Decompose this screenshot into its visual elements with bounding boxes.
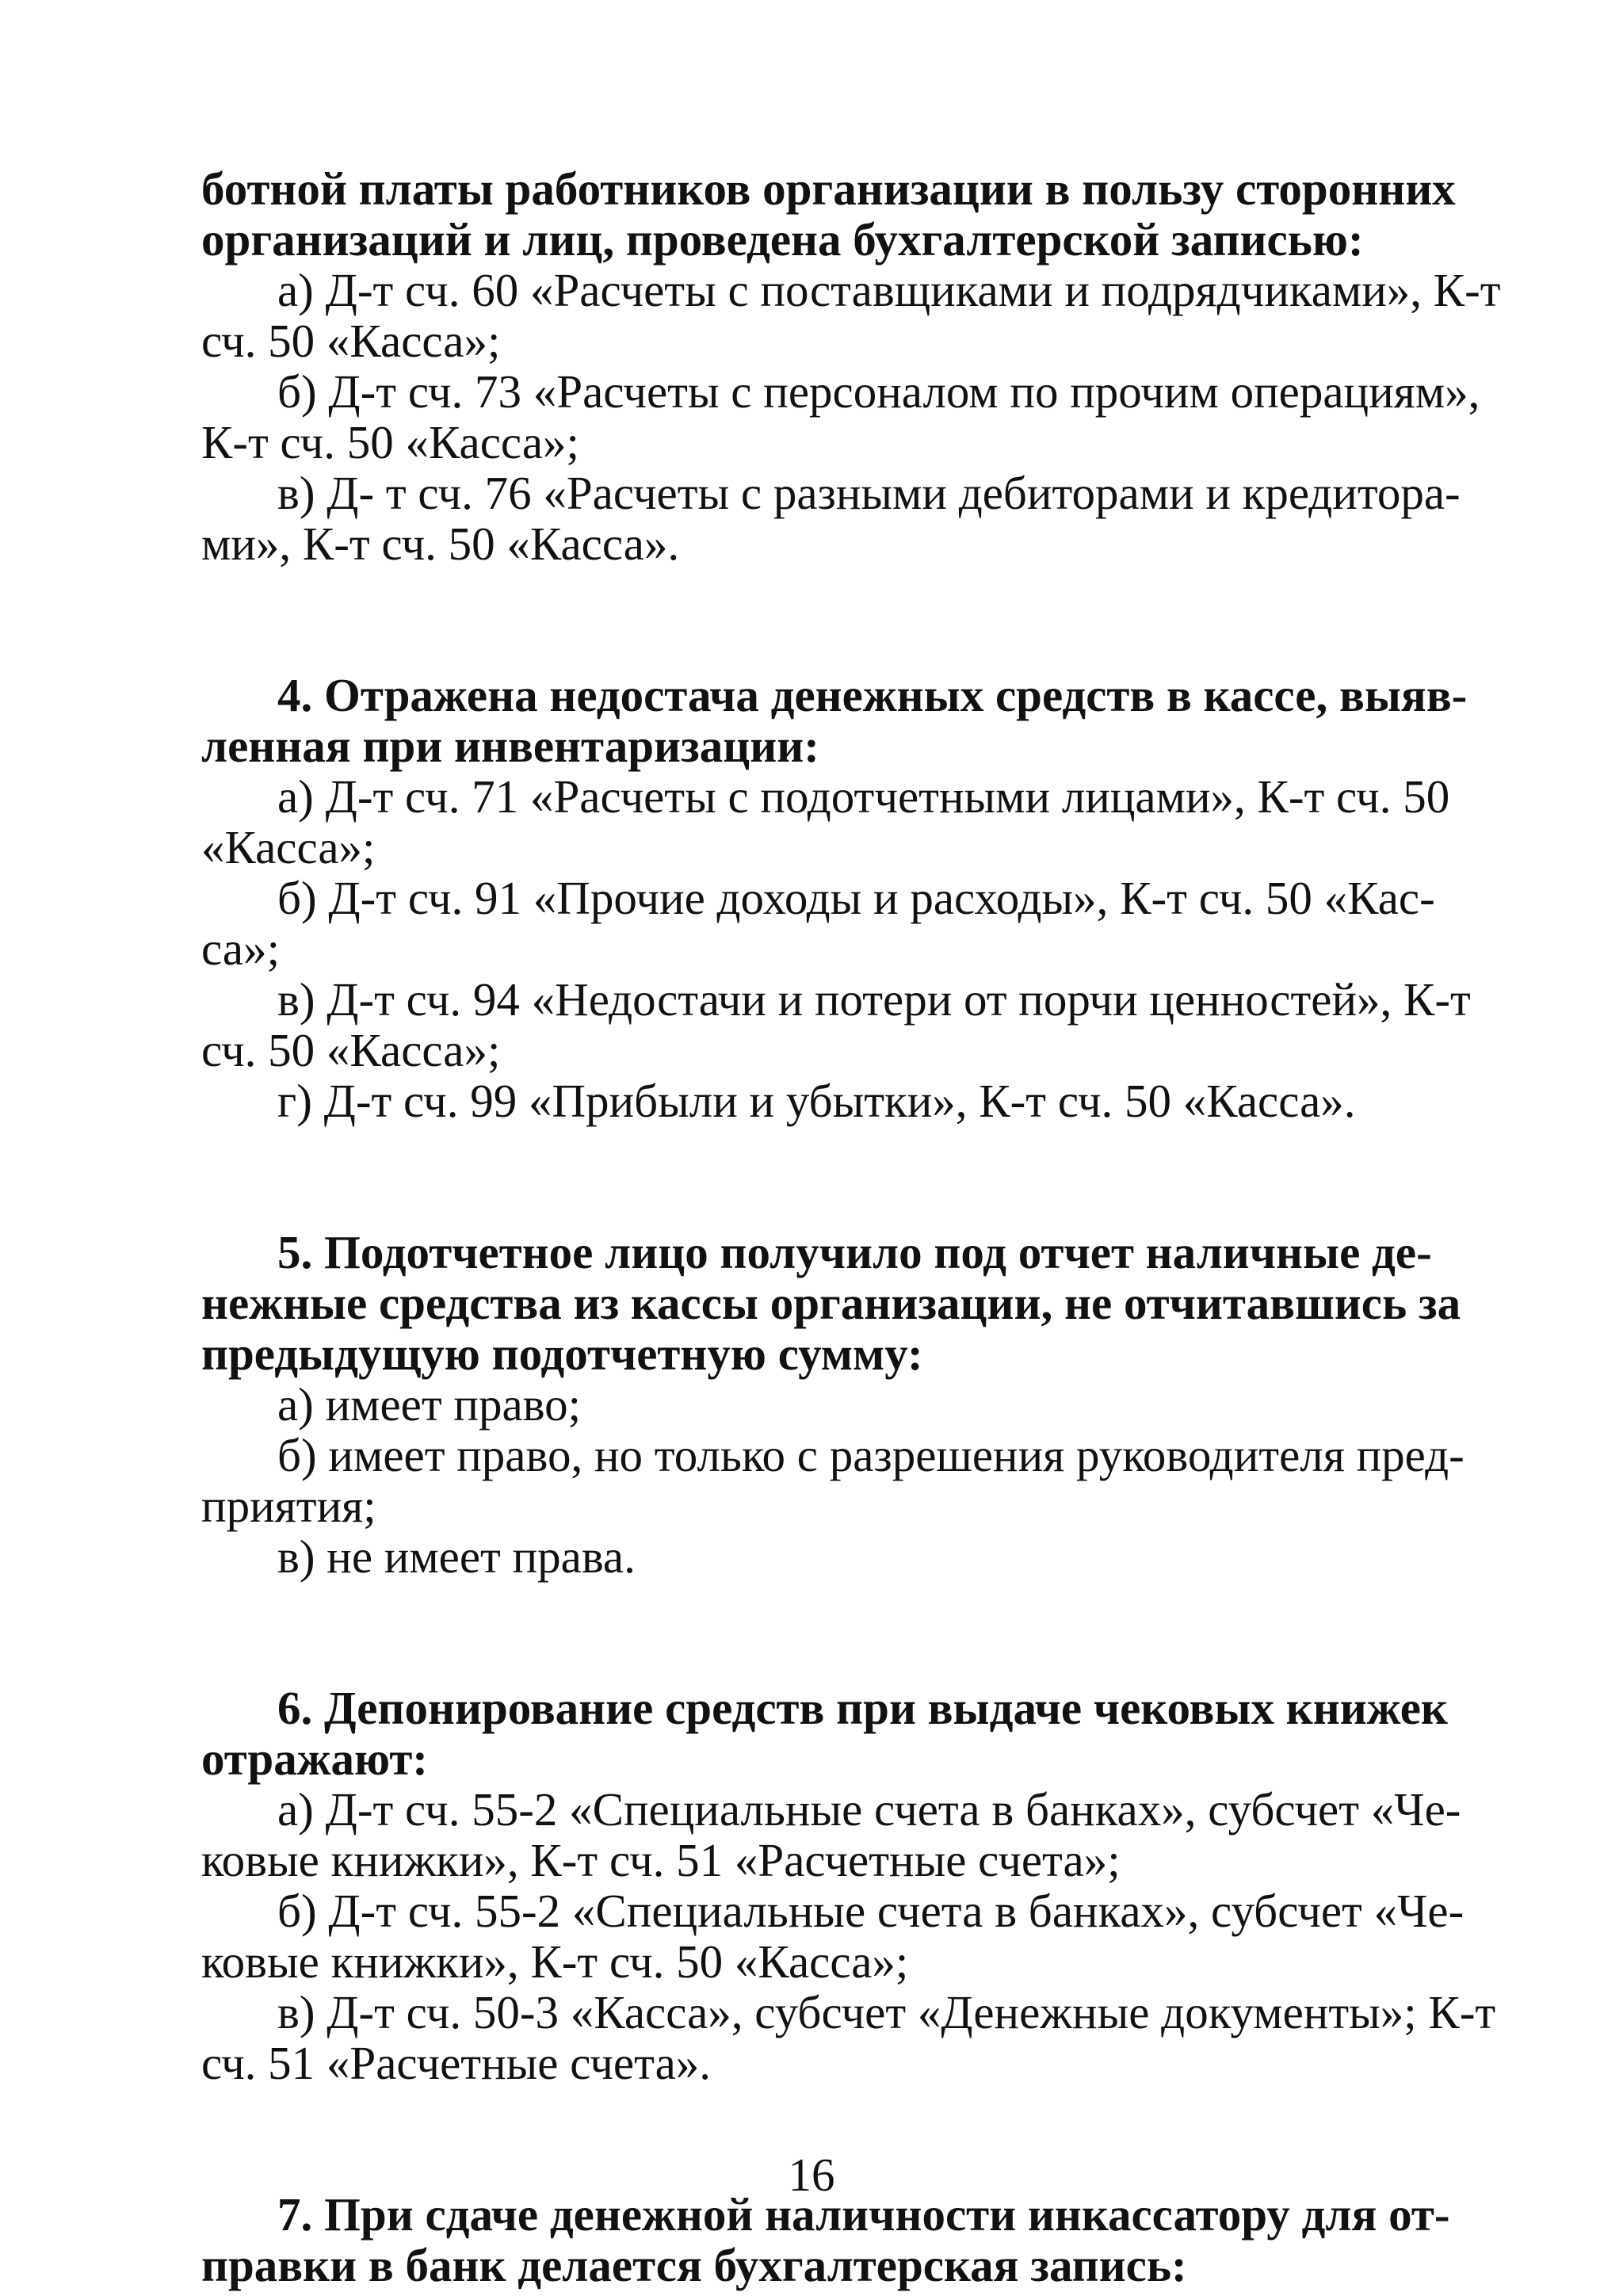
answer-option-line: г) Д-т сч. 99 «Прибыли и убытки», К-т сч. 50 «Касса». [277, 1075, 1356, 1127]
question-block [201, 2188, 1450, 2291]
answer-option-line: а) имеет право; [277, 1378, 582, 1431]
question-heading-line: 7. При сдаче денежной наличности инкассатору для от- [277, 2188, 1450, 2241]
answer-option-line: сч. 51 «Расчетные счета». [201, 2037, 712, 2089]
question-heading-line: отражают: [201, 1733, 428, 1785]
answer-option-line: в) Д-т сч. 94 «Недостачи и потери от порчи ценностей», К-т [277, 973, 1471, 1026]
question-heading-line: ленная при инвентаризации: [201, 720, 819, 772]
question-heading-line: ботной платы работников организации в пользу сторонних [201, 162, 1456, 215]
question-heading-line: 4. Отражена недостача денежных средств в кассе, выяв- [277, 669, 1468, 721]
answer-option-line: в) Д- т сч. 76 «Расчеты с разными дебиторами и кредитора- [277, 467, 1461, 519]
page-content [201, 162, 1501, 2291]
answer-option-line: в) Д-т сч. 50-3 «Касса», субсчет «Денежные документы»; К-т [277, 1986, 1496, 2038]
answer-option-line: ковые книжки», К-т сч. 50 «Касса»; [201, 1935, 909, 1988]
question-block [201, 669, 1471, 1127]
answer-option-line: приятия; [201, 1480, 376, 1532]
answer-option-line: ми», К-т сч. 50 «Касса». [201, 518, 680, 570]
answer-option-line: а) Д-т сч. 71 «Расчеты с подотчетными лицами», К-т сч. 50 [277, 770, 1450, 823]
answer-option-line: ковые книжки», К-т сч. 51 «Расчетные счета»; [201, 1834, 1121, 1886]
answer-option-line: са»; [201, 923, 280, 975]
question-block [201, 1682, 1496, 2089]
answer-option-line: б) Д-т сч. 55-2 «Специальные счета в банках», субсчет «Че- [277, 1885, 1465, 1937]
answer-option-line: в) не имеет права. [277, 1530, 636, 1583]
question-heading-line: правки в банк делается бухгалтерская запись: [201, 2239, 1187, 2291]
question-heading-line: предыдущую подотчетную сумму: [201, 1328, 923, 1380]
page-number: 16 [788, 2149, 835, 2201]
answer-option-line: б) имеет право, но только с разрешения руководителя пред- [277, 1429, 1465, 1481]
question-heading-line: организаций и лиц, проведена бухгалтерской записью: [201, 213, 1364, 266]
answer-option-line: а) Д-т сч. 55-2 «Специальные счета в банках», субсчет «Че- [277, 1783, 1461, 1836]
question-heading-line: 6. Депонирование средств при выдаче чековых книжек [277, 1682, 1448, 1734]
answer-option-line: К-т сч. 50 «Касса»; [201, 416, 579, 468]
question-continuation [201, 162, 1501, 570]
question-heading-line: нежные средства из кассы организации, не отчитавшись за [201, 1277, 1461, 1329]
answer-option-line: сч. 50 «Касса»; [201, 1024, 501, 1076]
answer-option-line: б) Д-т сч. 73 «Расчеты с персоналом по прочим операциям», [277, 365, 1480, 418]
answer-option-line: «Касса»; [201, 821, 376, 873]
question-block [201, 1226, 1465, 1583]
answer-option-line: сч. 50 «Касса»; [201, 315, 501, 367]
question-heading-line: 5. Подотчетное лицо получило под отчет наличные де- [277, 1226, 1432, 1278]
answer-option-line: а) Д-т сч. 60 «Расчеты с поставщиками и подрядчиками», К-т [277, 264, 1501, 316]
answer-option-line: б) Д-т сч. 91 «Прочие доходы и расходы», К-т сч. 50 «Кас- [277, 872, 1435, 924]
